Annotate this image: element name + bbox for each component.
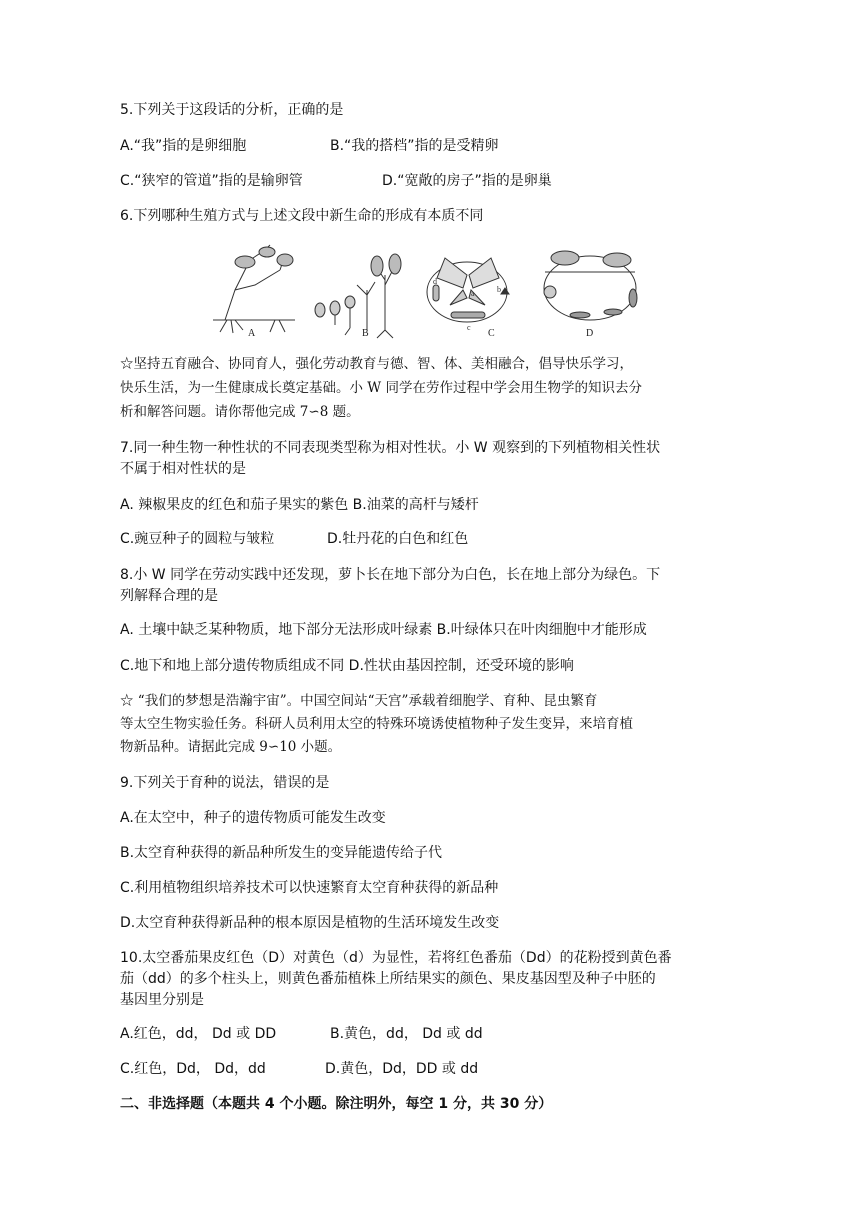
- q10-option-c: C.红色，Dd， Dd，dd: [120, 1061, 266, 1077]
- q5-option-b: B.“我的搭档”指的是受精卵: [330, 138, 499, 154]
- q8-options-ab: A. 土壤中缺乏某种物质，地下部分无法形成叶绿素 B.叶绿体只在叶肉细胞中才能形成: [120, 622, 647, 638]
- q10-stem-line3: 基因里分别是: [120, 992, 204, 1008]
- q5-option-d: D.“宽敞的房子”指的是卵巢: [382, 173, 552, 189]
- fig-c-letter-c: c: [467, 323, 471, 332]
- figure-label-a: A: [248, 328, 256, 339]
- intro2-line3: 物新品种。请据此完成 9∽10 小题。: [120, 739, 342, 755]
- intro2-line1: ☆ “我们的梦想是浩瀚宇宙”。中国空间站“天宫”承载着细胞学、育种、昆虫繁育: [120, 693, 598, 709]
- q7-option-d: D.牡丹花的白色和红色: [327, 531, 469, 547]
- fig-c-letter-b: b: [497, 285, 501, 294]
- fig-c-letter-d: d: [433, 277, 437, 286]
- q7-stem-line1: 7.同一种生物一种性状的不同表现类型称为相对性状。小 W 观察到的下列植物相关性状: [120, 440, 661, 456]
- q9-stem: 9.下列关于育种的说法，错误的是: [120, 775, 330, 791]
- q7-option-c: C.豌豆种子的圆粒与皱粒: [120, 531, 275, 547]
- q5-option-c: C.“狭窄的管道”指的是输卵管: [120, 173, 303, 189]
- figure-label-b: B: [362, 328, 369, 339]
- fig-c-letter-a: a: [471, 289, 475, 298]
- q8-stem-line1: 8.小 W 同学在劳动实践中还发现，萝卜长在地下部分为白色，长在地上部分为绿色。下: [120, 567, 661, 583]
- q6-stem: 6.下列哪种生殖方式与上述文段中新生命的形成有本质不同: [120, 208, 484, 224]
- q5-option-a: A.“我”指的是卵细胞: [120, 138, 247, 154]
- q10-stem-line1: 10.太空番茄果皮红色（D）对黄色（d）为显性，若将红色番茄（Dd）的花粉授到黄色番: [120, 950, 672, 966]
- q7-options-ab: A. 辣椒果皮的红色和茄子果实的紫色 B.油菜的高杆与矮杆: [120, 497, 479, 513]
- q10-option-d: D.黄色，Dd，DD 或 dd: [325, 1061, 479, 1077]
- q8-stem-line2: 列解释合理的是: [120, 588, 218, 604]
- section2-title: 二、非选择题（本题共 4 个小题。除注明外，每空 1 分，共 30 分）: [120, 1096, 553, 1112]
- figure-label-c: C: [488, 328, 495, 339]
- intro1-line1: ☆坚持五育融合、协同育人，强化劳动教育与德、智、体、美相融合，倡导快乐学习，: [120, 356, 633, 372]
- q5-stem: 5.下列关于这段话的分析，正确的是: [120, 102, 344, 118]
- q10-option-a: A.红色，dd， Dd 或 DD: [120, 1026, 277, 1042]
- intro1-line3: 析和解答问题。请你帮他完成 7∽8 题。: [120, 404, 360, 420]
- q7-stem-line2: 不属于相对性状的是: [120, 461, 246, 477]
- q9-option-d: D.太空育种获得新品种的根本原因是植物的生活环境发生改变: [120, 915, 500, 931]
- q10-stem-line2: 茄（dd）的多个柱头上，则黄色番茄植株上所结果实的颜色、果皮基因型及种子中胚的: [120, 971, 656, 987]
- q10-option-b: B.黄色，dd， Dd 或 dd: [330, 1026, 483, 1042]
- intro2-line2: 等太空生物实验任务。科研人员利用太空的特殊环境诱使植物种子发生变异，来培育植: [120, 716, 633, 732]
- q9-option-b: B.太空育种获得的新品种所发生的变异能遗传给子代: [120, 845, 443, 861]
- reproduction-figure: [205, 240, 655, 345]
- figure-label-d: D: [586, 328, 594, 339]
- q8-options-cd: C.地下和地上部分遗传物质组成不同 D.性状由基因控制，还受环境的影响: [120, 658, 574, 674]
- q9-option-c: C.利用植物组织培养技术可以快速繁育太空育种获得的新品种: [120, 880, 499, 896]
- intro1-line2: 快乐生活，为一生健康成长奠定基础。小 W 同学在劳作过程中学会用生物学的知识去分: [120, 380, 642, 396]
- q9-option-a: A.在太空中，种子的遗传物质可能发生改变: [120, 810, 386, 826]
